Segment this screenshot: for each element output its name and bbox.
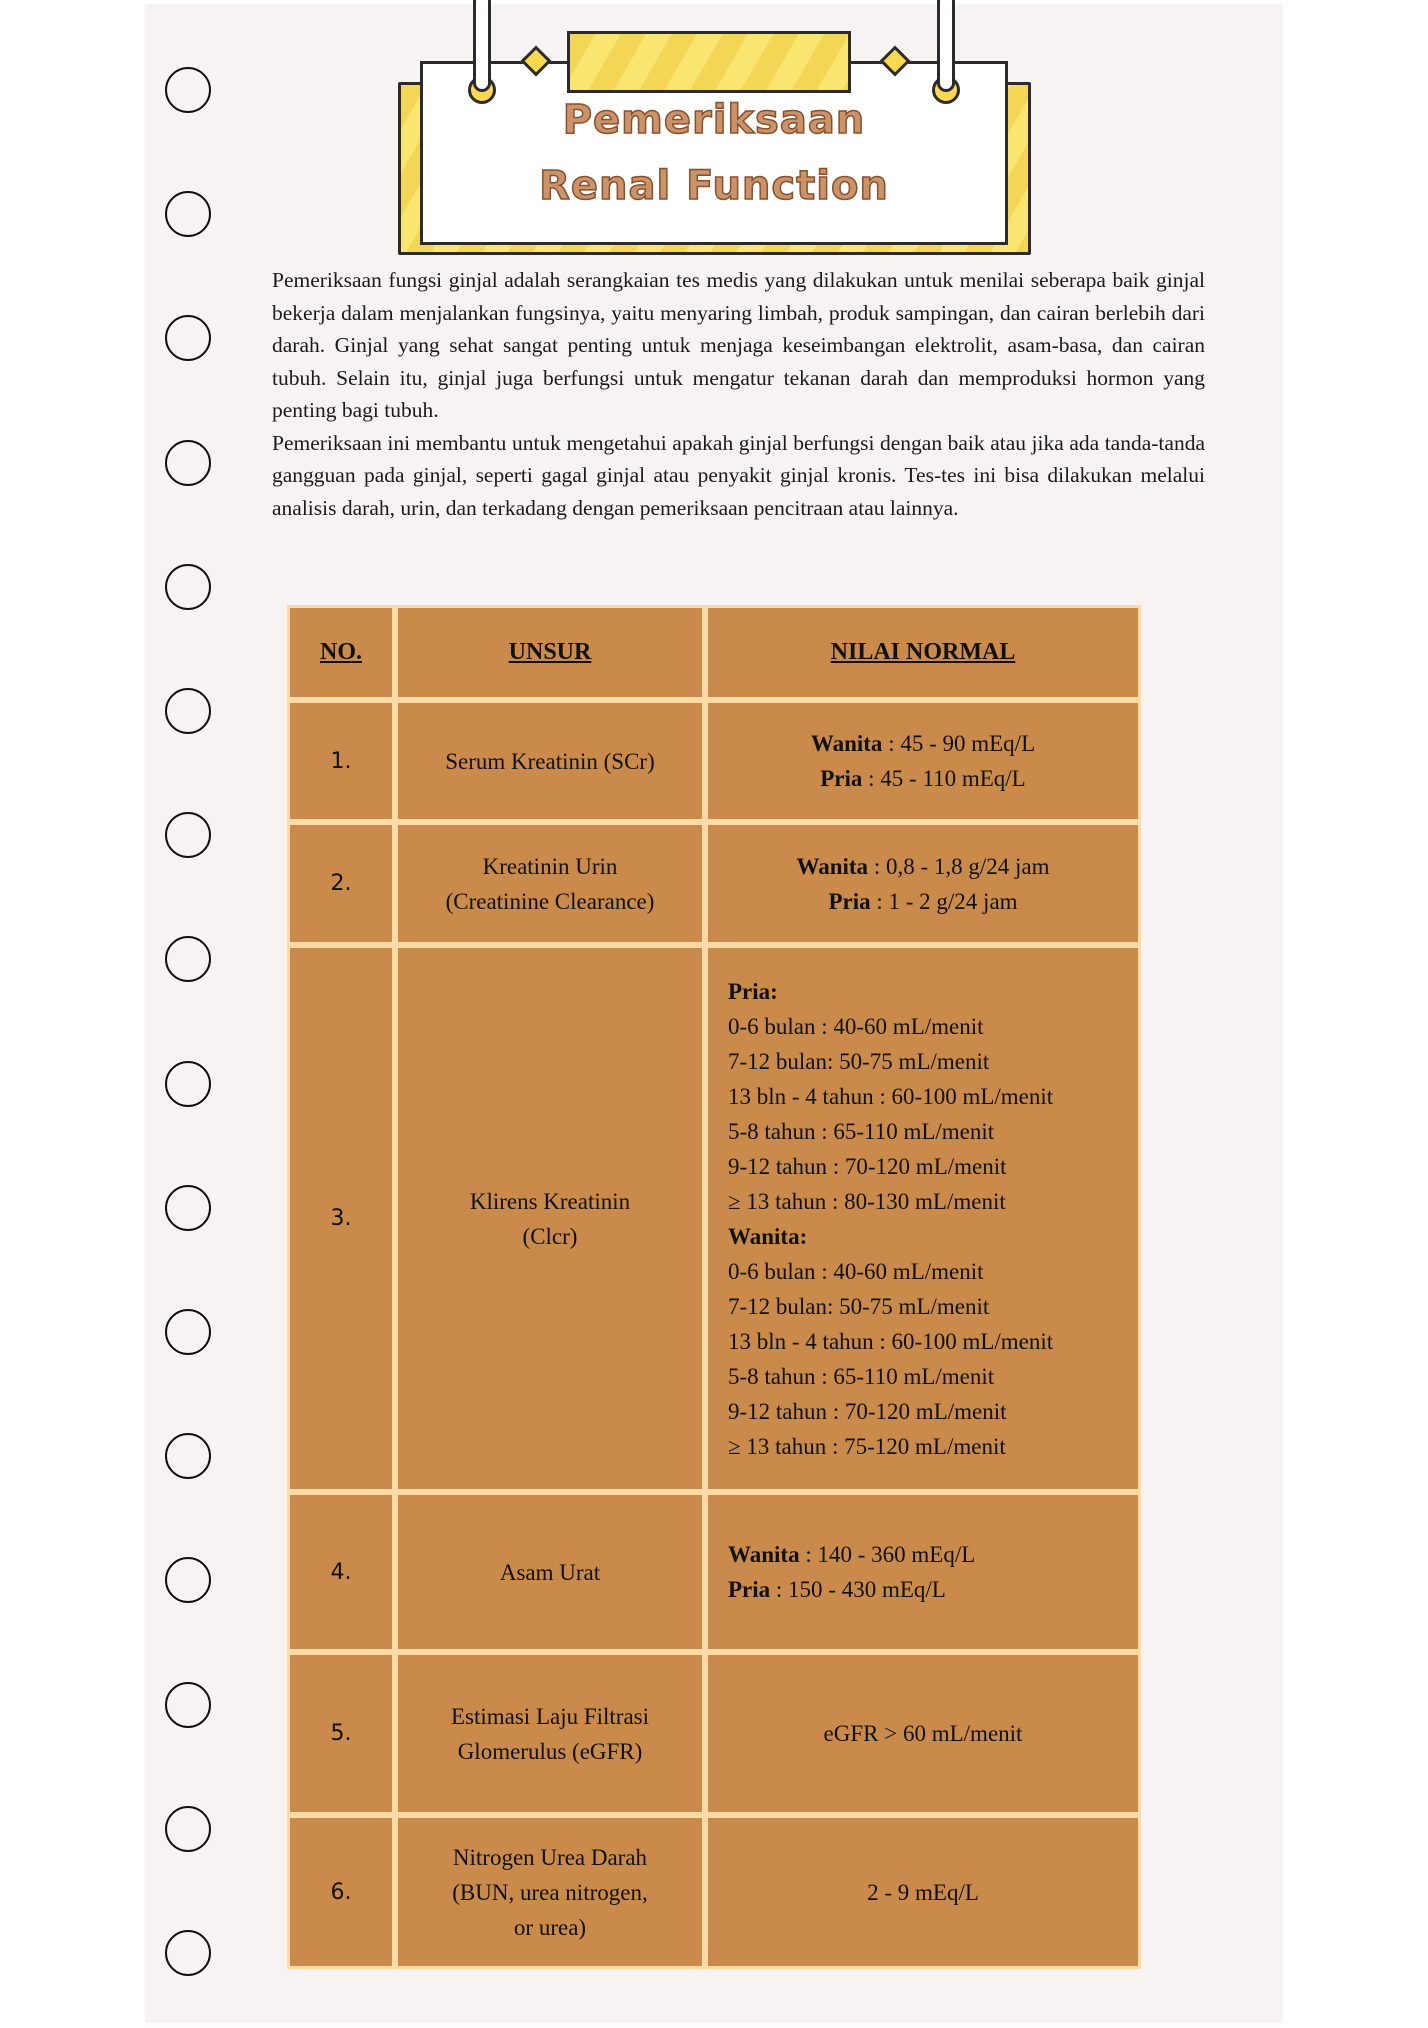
table-row	[287, 945, 1141, 1492]
nilai-line	[708, 849, 1138, 884]
gender-label: Pria	[828, 888, 871, 914]
nilai-normal-cell	[705, 1492, 1141, 1652]
gender-label: Pria	[728, 1577, 771, 1602]
nilai-normal-cell: 2 - 9 mEq/L	[705, 1815, 1141, 1969]
row-number: 4.	[287, 1492, 395, 1652]
unsur-line: Nitrogen Urea Darah	[452, 1844, 648, 1870]
unsur-cell	[395, 1815, 705, 1969]
row-number: 6.	[287, 1815, 395, 1969]
nilai-value: : 0,8 - 1,8 g/24 jam	[868, 853, 1050, 879]
hanger-pole-right	[937, 0, 955, 92]
clearance-value-line: 13 bln - 4 tahun : 60-100 mL/menit	[728, 1083, 1054, 1109]
binder-hole-icon	[165, 688, 211, 734]
unsur-line: or urea)	[513, 1914, 587, 1940]
nilai-line	[708, 726, 1138, 761]
unsur-cell	[395, 945, 705, 1492]
renal-function-table	[287, 605, 1141, 1969]
page-title-line1: Pemeriksaan	[562, 97, 866, 143]
binder-hole-icon	[165, 1433, 211, 1479]
nilai-line	[728, 1572, 1138, 1607]
clearance-value-line: 9-12 tahun : 70-120 mL/menit	[728, 1153, 1007, 1179]
nilai-normal-cell	[705, 822, 1141, 945]
gender-label: Pria	[820, 766, 863, 791]
clearance-value-line: ≥ 13 tahun : 75-120 mL/menit	[728, 1433, 1006, 1459]
nilai-line	[708, 884, 1138, 919]
gender-label: Wanita	[810, 731, 883, 756]
nilai-value: : 45 - 90 mEq/L	[882, 731, 1036, 756]
gender-heading	[728, 1219, 1138, 1254]
nilai-normal-cell	[705, 700, 1141, 822]
row-number: 1.	[287, 700, 395, 822]
clearance-value-line: 9-12 tahun : 70-120 mL/menit	[728, 1398, 1007, 1424]
unsur-line: Serum Kreatinin (SCr)	[445, 748, 655, 774]
table-row	[287, 1815, 1141, 1969]
table-row	[287, 1652, 1141, 1815]
nilai-normal-cell	[705, 945, 1141, 1492]
unsur-cell	[395, 700, 705, 822]
clearance-value-line: 7-12 bulan: 50-75 mL/menit	[728, 1293, 990, 1319]
unsur-line: (Creatinine Clearance)	[445, 888, 655, 914]
row-number: 2.	[287, 822, 395, 945]
table-header-row	[287, 605, 1141, 700]
clearance-value-line: 13 bln - 4 tahun : 60-100 mL/menit	[728, 1328, 1054, 1354]
binder-hole-icon	[165, 1309, 211, 1355]
unsur-line: Asam Urat	[499, 1559, 601, 1585]
binder-hole-icon	[165, 1061, 211, 1107]
binder-hole-icon	[165, 1682, 211, 1728]
page-title-line2: Renal Function	[539, 163, 889, 209]
nilai-value: : 140 - 360 mEq/L	[799, 1542, 976, 1567]
binder-hole-icon	[165, 564, 211, 610]
unsur-cell	[395, 1652, 705, 1815]
unsur-line: Klirens Kreatinin	[469, 1188, 631, 1214]
header-unsur: UNSUR	[395, 605, 705, 700]
unsur-line: Estimasi Laju Filtrasi	[450, 1703, 650, 1729]
row-number: 5.	[287, 1652, 395, 1815]
binder-hole-icon	[165, 1930, 211, 1976]
clearance-value-line: 0-6 bulan : 40-60 mL/menit	[728, 1013, 984, 1039]
binder-hole-icon	[165, 191, 211, 237]
unsur-line: Kreatinin Urin	[482, 853, 618, 879]
nilai-value: : 45 - 110 mEq/L	[862, 766, 1026, 791]
header-nilai-normal: NILAI NORMAL	[705, 605, 1141, 700]
table-row	[287, 700, 1141, 822]
clearance-value-line: 0-6 bulan : 40-60 mL/menit	[728, 1258, 984, 1284]
table-row	[287, 1492, 1141, 1652]
unsur-line: Glomerulus (eGFR)	[457, 1738, 643, 1764]
hanger-pole-left	[473, 0, 491, 92]
nilai-line	[728, 1537, 1138, 1572]
gender-label: Pria:	[728, 978, 778, 1004]
banner-top-bar	[567, 31, 851, 93]
clearance-value-line: 5-8 tahun : 65-110 mL/menit	[728, 1118, 995, 1144]
intro-text	[272, 264, 1205, 524]
binder-hole-icon	[165, 1806, 211, 1852]
unsur-cell	[395, 1492, 705, 1652]
intro-paragraph: Pemeriksaan fungsi ginjal adalah serangkaian tes medis yang dilakukan untuk menilai seberapa baik ginjal bekerja dalam menjalankan fungsinya, yaitu menyaring limbah, produk sampingan, dan cairan berlebih dari darah. Ginjal yang sehat sangat penting untuk menjaga keseimbangan elektrolit, asam-basa, dan cairan tubuh. Selain itu, ginjal juga berfungsi untuk mengatur tekanan darah dan memproduksi hormon yang penting bagi tubuh.	[272, 268, 1205, 422]
clearance-value-line: 5-8 tahun : 65-110 mL/menit	[728, 1363, 995, 1389]
binder-hole-icon	[165, 440, 211, 486]
nilai-normal-cell: eGFR > 60 mL/menit	[705, 1652, 1141, 1815]
unsur-line: (BUN, urea nitrogen,	[452, 1879, 648, 1905]
header-no: NO.	[287, 605, 395, 700]
binder-hole-icon	[165, 1185, 211, 1231]
gender-label: Wanita	[728, 1542, 800, 1567]
gender-label: Wanita:	[728, 1223, 808, 1249]
intro-paragraph: Pemeriksaan ini membantu untuk mengetahui apakah ginjal berfungsi dengan baik atau jika ada tanda-tanda gangguan pada ginjal, seperti gagal ginjal atau penyakit ginjal kronis. Tes-tes ini bisa dilakukan melalui analisis darah, urin, dan terkadang dengan pemeriksaan pencitraan atau lainnya.	[272, 430, 1205, 520]
row-number: 3.	[287, 945, 395, 1492]
nilai-value: : 1 - 2 g/24 jam	[870, 888, 1018, 914]
gender-label: Wanita	[796, 853, 869, 879]
nilai-line	[708, 761, 1138, 796]
gender-heading	[728, 974, 1138, 1009]
binder-hole-icon	[165, 67, 211, 113]
clearance-value-line: ≥ 13 tahun : 80-130 mL/menit	[728, 1188, 1006, 1214]
unsur-cell	[395, 822, 705, 945]
binder-hole-icon	[165, 812, 211, 858]
table-row	[287, 822, 1141, 945]
nilai-value: : 150 - 430 mEq/L	[770, 1577, 946, 1602]
unsur-line: (Clcr)	[522, 1223, 578, 1249]
clearance-value-line: 7-12 bulan: 50-75 mL/menit	[728, 1048, 990, 1074]
